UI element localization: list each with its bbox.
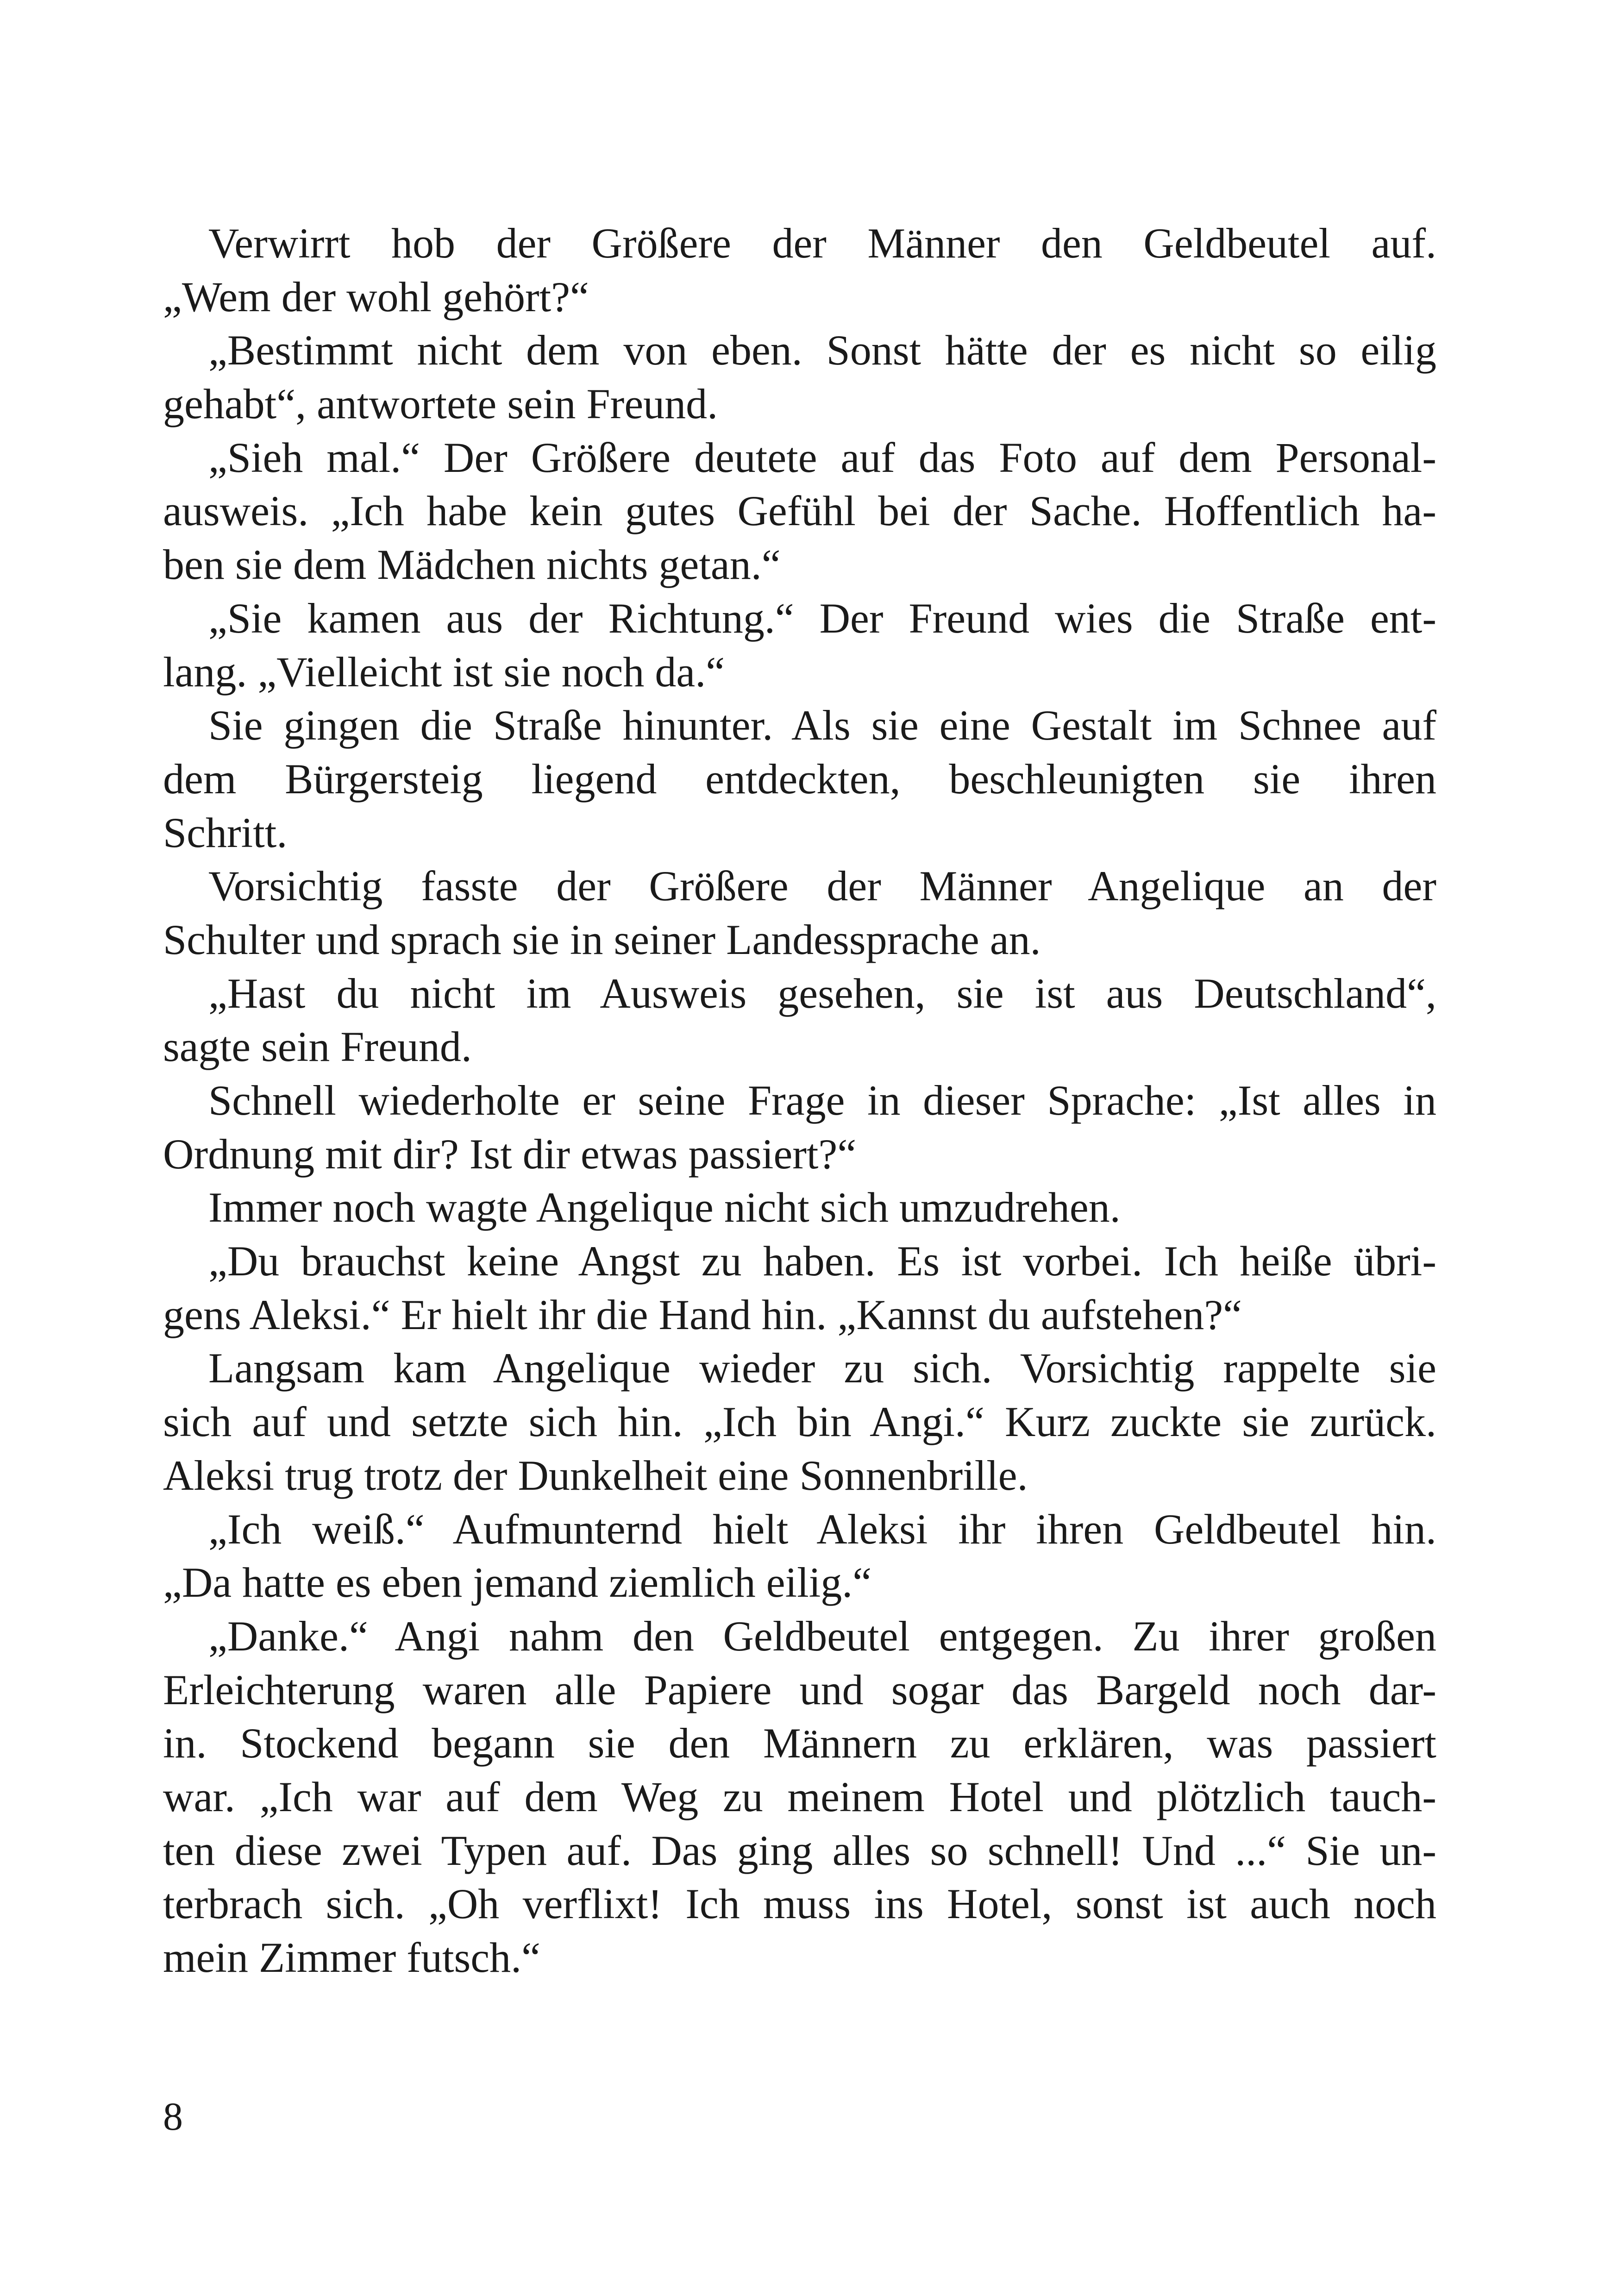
text-line: „Da hatte es eben jemand ziemlich eilig.“: [163, 1559, 872, 1606]
text-line: Ordnung mit dir? Ist dir etwas passiert?“: [163, 1130, 857, 1178]
text-line: „Hast du nicht im Ausweis gesehen, sie ist aus Deutschland“,: [208, 969, 1436, 1017]
text-line: ben sie dem Mädchen nichts getan.“: [163, 541, 781, 589]
text-line: „Wem der wohl gehört?“: [163, 273, 589, 320]
text-line: Immer noch wagte Angelique nicht sich umzudrehen.: [208, 1184, 1121, 1231]
text-line: „Sieh mal.“ Der Größere deutete auf das Foto auf dem Personal-: [208, 433, 1436, 481]
text-line: gens Aleksi.“ Er hielt ihr die Hand hin. „Kannst du aufstehen?“: [163, 1291, 1242, 1338]
text-line: Vorsichtig fasste der Größere der Männer Angelique an der: [208, 862, 1436, 910]
text-line: Sie gingen die Straße hinunter. Als sie eine Gestalt im Schnee auf: [208, 702, 1436, 749]
text-line: dem Bürgersteig liegend entdeckten, beschleunigten sie ihren: [163, 755, 1436, 803]
text-line: in. Stockend begann sie den Männern zu erklären, was passiert: [163, 1719, 1436, 1767]
text-line: lang. „Vielleicht ist sie noch da.“: [163, 648, 725, 696]
text-line: ten diese zwei Typen auf. Das ging alles so schnell! Und ...“ Sie un-: [163, 1826, 1436, 1874]
text-line: „Sie kamen aus der Richtung.“ Der Freund wies die Straße ent-: [208, 594, 1436, 642]
text-line: „Danke.“ Angi nahm den Geldbeutel entgegen. Zu ihrer großen: [208, 1612, 1436, 1660]
text-line: mein Zimmer futsch.“: [163, 1934, 540, 1981]
text-line: gehabt“, antwortete sein Freund.: [163, 380, 718, 428]
text-line: ausweis. „Ich habe kein gutes Gefühl bei der Sache. Hoffentlich ha-: [163, 487, 1436, 535]
page-number: 8: [163, 2094, 183, 2139]
text-line: „Bestimmt nicht dem von eben. Sonst hätte der es nicht so eilig: [208, 326, 1436, 374]
text-line: „Du brauchst keine Angst zu haben. Es ist vorbei. Ich heiße übri-: [208, 1237, 1436, 1285]
text-line: Schulter und sprach sie in seiner Landessprache an.: [163, 916, 1041, 963]
text-line: terbrach sich. „Oh verflixt! Ich muss ins Hotel, sonst ist auch noch: [163, 1880, 1436, 1928]
text-line: Erleichterung waren alle Papiere und sogar das Bargeld noch dar-: [163, 1666, 1436, 1713]
text-line: Schritt.: [163, 809, 288, 856]
text-line: Aleksi trug trotz der Dunkelheit eine Sonnenbrille.: [163, 1451, 1028, 1499]
text-line: Verwirrt hob der Größere der Männer den Geldbeutel auf.: [208, 220, 1436, 267]
text-line: Schnell wiederholte er seine Frage in dieser Sprache: „Ist alles in: [208, 1077, 1436, 1124]
text-line: Langsam kam Angelique wieder zu sich. Vorsichtig rappelte sie: [208, 1344, 1436, 1392]
text-line: sich auf und setzte sich hin. „Ich bin Angi.“ Kurz zuckte sie zurück.: [163, 1398, 1436, 1446]
text-line: sagte sein Freund.: [163, 1023, 472, 1071]
body-text: [163, 217, 1436, 1985]
text-line: war. „Ich war auf dem Weg zu meinem Hotel und plötzlich tauch-: [163, 1773, 1436, 1820]
text-line: „Ich weiß.“ Aufmunternd hielt Aleksi ihr ihren Geldbeutel hin.: [208, 1505, 1436, 1553]
